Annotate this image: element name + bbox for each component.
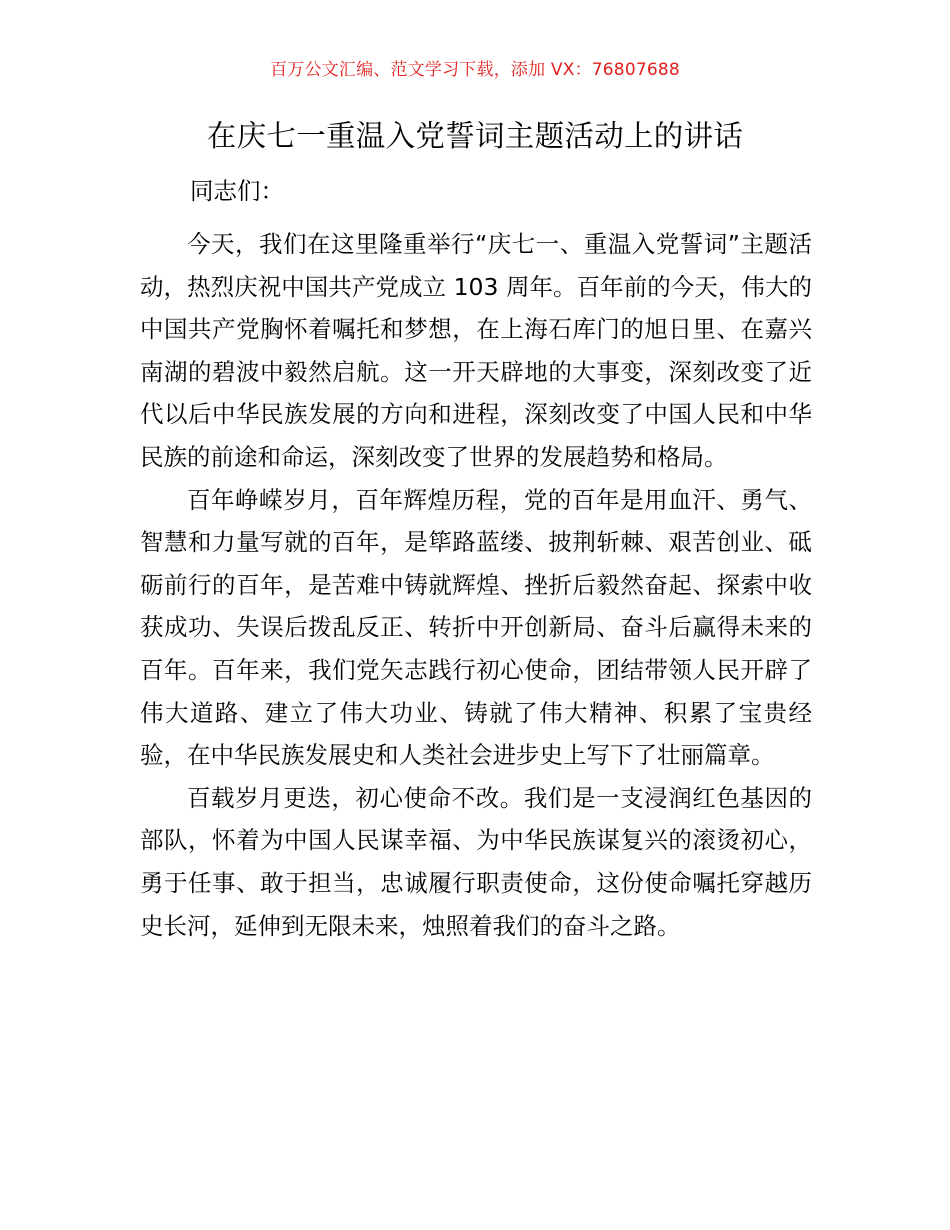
salutation: 同志们： bbox=[190, 177, 284, 205]
paragraph-1: 今天，我们在这里隆重举行“庆七一、重温入党誓词”主题活动，热烈庆祝中国共产党成立 103 周年。百年前的今天，伟大的中国共产党胸怀着嘱托和梦想，在上海石库门的旭日里、在嘉兴南湖的碧波中毅然启航。这一开天辟地的大事变，深刻改变了近代以后中华民族发展的方向和进程，深刻改变了中国人民和中华民族的前途和命运，深刻改变了世界的发展趋势和格局。 bbox=[140, 230, 812, 471]
document-title: 在庆七一重温入党誓词主题活动上的讲话 bbox=[206, 119, 744, 153]
document-body bbox=[140, 223, 812, 947]
watermark-header: 百万公文汇编、范文学习下载，添加 VX：76807688 bbox=[270, 60, 680, 80]
paragraph-3: 百载岁月更迭，初心使命不改。我们是一支浸润红色基因的部队，怀着为中国人民谋幸福、为中华民族谋复兴的滚烫初心，勇于任事、敢于担当，忠诚履行职责使命，这份使命嘱托穿越历史长河，延伸到无限未来，烛照着我们的奋斗之路。 bbox=[140, 783, 812, 940]
paragraph-2: 百年峥嵘岁月，百年辉煌历程，党的百年是用血汗、勇气、智慧和力量写就的百年，是筚路蓝缕、披荆斩棘、艰苦创业、砥砺前行的百年，是苦难中铸就辉煌、挫折后毅然奋起、探索中收获成功、失误后拨乱反正、转折中开创新局、奋斗后赢得未来的百年。百年来，我们党矢志践行初心使命，团结带领人民开辟了伟大道路、建立了伟大功业、铸就了伟大精神、积累了宝贵经验，在中华民族发展史和人类社会进步史上写下了壮丽篇章。 bbox=[140, 485, 812, 770]
